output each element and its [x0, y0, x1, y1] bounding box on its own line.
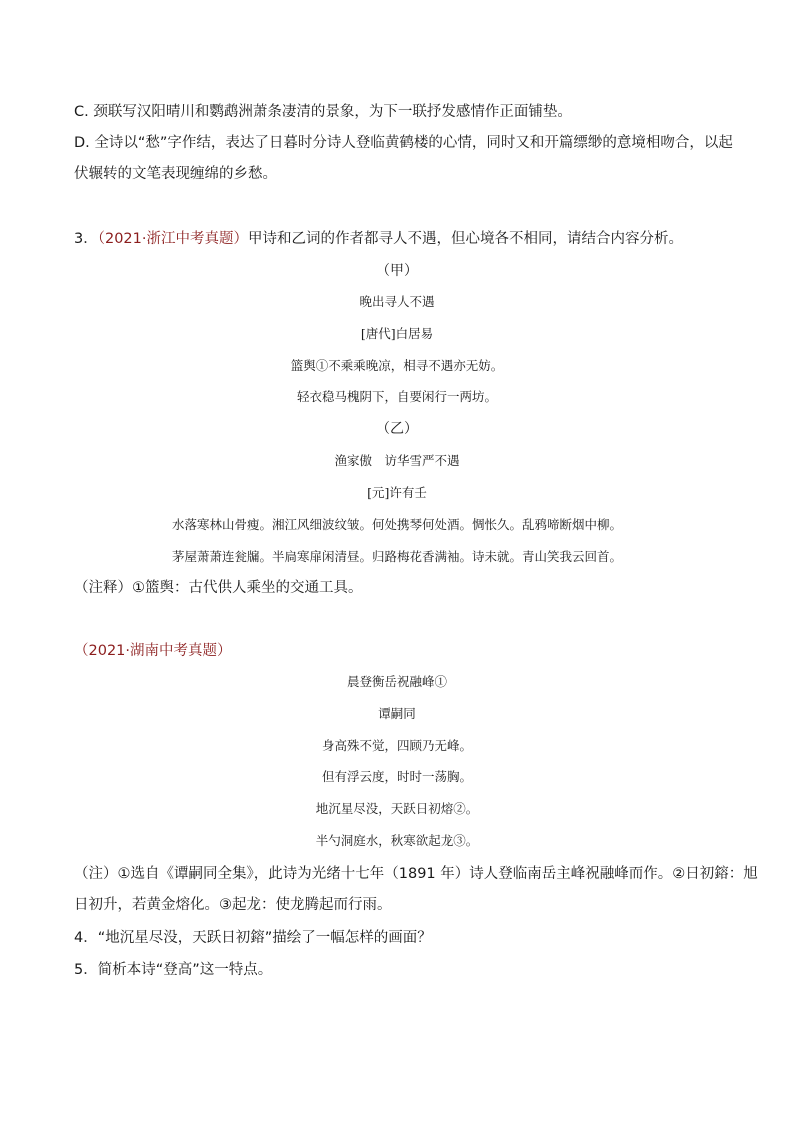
option-d-line-1: D. 全诗以“愁”字作结，表达了日暮时分诗人登临黄鹤楼的心情，同时又和开篇缥缈的意境相吻合，以起	[74, 135, 733, 151]
poem-c-title: 晨登衡岳祝融峰①	[346, 674, 447, 689]
poem-c-author: 谭嗣同	[378, 706, 416, 721]
option-c: C. 颈联写汉阳晴川和鹦鹉洲萧条凄清的景象，为下一联抒发感情作正面铺垫。	[74, 104, 572, 120]
poem-a-title: 晚出寻人不遇	[359, 294, 435, 309]
poem-b-line: 茅屋萧萧连瓮牖。半扃寒扉闲清昼。归路梅花香满袖。诗未就。青山笑我云回首。	[171, 549, 622, 564]
poem-a-author: [唐代]白居易	[360, 326, 434, 341]
question-3-prompt: 甲诗和乙词的作者都寻人不遇，但心境各不相同，请结合内容分析。	[248, 231, 683, 247]
poem-a-line: 篮舆①不乘乘晚凉，相寻不遇亦无妨。	[290, 358, 504, 373]
poem-b-marker: （乙）	[376, 421, 418, 437]
section-source: （2021·湖南中考真题）	[74, 643, 232, 659]
poem-c-note-line-2: 日初升，若黄金熔化。③起龙：使龙腾起而行雨。	[74, 897, 392, 913]
poem-c-line: 地沉星尽没，天跃日初熔②。	[315, 801, 479, 816]
poem-a-marker: （甲）	[376, 263, 418, 279]
poem-b-title: 渔家傲 访华雪严不遇	[334, 453, 460, 468]
question-3-source: （2021·浙江中考真题）	[97, 231, 248, 247]
poem-b-author: [元]许有壬	[367, 485, 427, 500]
question-3-number: 3．	[74, 231, 98, 247]
question-4: 4．“地沉星尽没，天跃日初鎔”描绘了一幅怎样的画面？	[74, 930, 432, 946]
poem-c-line: 身高殊不觉，四顾乃无峰。	[321, 738, 472, 753]
poem-a-line: 轻衣稳马槐阴下，自要闲行一两坊。	[296, 389, 497, 404]
poem-c-note-line-1: （注）①选自《谭嗣同全集》，此诗为光绪十七年（1891 年）诗人登临南岳主峰祝融峰而作。②日初鎔：旭	[74, 866, 758, 882]
poem-c-line: 半勺洞庭水，秋寒欲起龙③。	[315, 833, 479, 848]
poem-c-line: 但有浮云度，时时一荡胸。	[321, 769, 472, 784]
question-3-line	[74, 229, 683, 249]
question-5: 5．简析本诗“登高”这一特点。	[74, 962, 273, 978]
question-3-note: （注释）①篮舆：古代供人乘坐的交通工具。	[74, 580, 363, 596]
option-d-line-2: 伏辗转的文笔表现缠绵的乡愁。	[74, 166, 277, 182]
poem-b-line: 水落寒林山骨瘦。湘江风细波纹皱。何处携琴何处酒。惆怅久。乱鸦啼断烟中柳。	[171, 517, 622, 532]
